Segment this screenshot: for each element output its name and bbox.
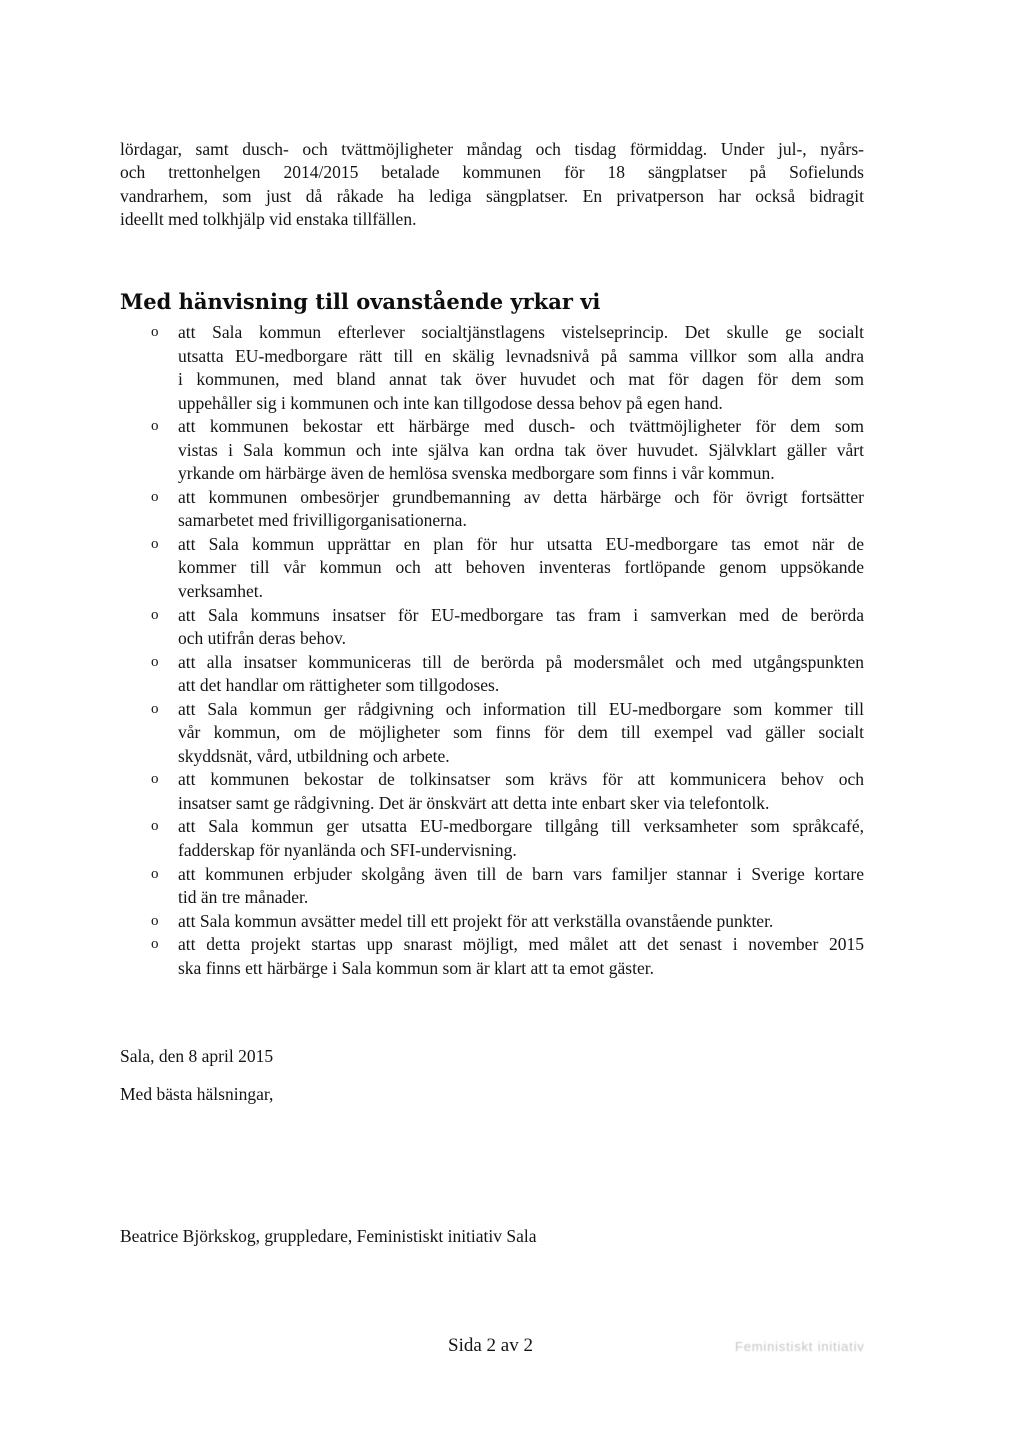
section-heading: Med hänvisning till ovanstående yrkar vi bbox=[120, 289, 601, 314]
demand-item bbox=[150, 815, 864, 862]
signature-line: Beatrice Björkskog, gruppledare, Feministiskt initiativ Sala bbox=[120, 1226, 537, 1246]
demand-text bbox=[178, 910, 864, 934]
demand-line: ska finns ett härbärge i Sala kommun som är klart att ta emot gäster. bbox=[178, 957, 654, 978]
bullet-symbol: o bbox=[151, 700, 159, 717]
demand-line: vår kommun, om de möjligheter som finns för dem till exempel vad gäller socialt bbox=[178, 722, 864, 743]
bullet-symbol: o bbox=[151, 606, 159, 623]
demand-item bbox=[150, 533, 864, 604]
demand-line: vistas i Sala kommun och inte själva kan ordna tak över huvudet. Självklart gäller vårt bbox=[178, 439, 864, 460]
intro-paragraph bbox=[120, 138, 864, 232]
bullet-symbol: o bbox=[151, 324, 159, 340]
demand-line: yrkande om härbärge även de hemlösa svenska medborgare som finns i vår kommun. bbox=[178, 463, 775, 484]
demand-line: kommer till vår kommun och att behoven inventeras fortlöpande genom uppsökande bbox=[178, 557, 864, 578]
demand-item bbox=[150, 321, 864, 415]
demand-line: samarbetet med frivilligorganisationerna. bbox=[178, 510, 467, 531]
demand-item bbox=[150, 768, 864, 815]
demand-item bbox=[150, 933, 864, 980]
demand-line: att detta projekt startas upp snarast möjligt, med målet att det senast i november 2015 bbox=[178, 934, 864, 955]
bullet-symbol: o bbox=[151, 912, 159, 929]
demand-line: uppehåller sig i kommunen och inte kan tillgodose dessa behov på egen hand. bbox=[178, 392, 723, 413]
demand-line: att kommunen bekostar de tolkinsatser som krävs för att kommunicera behov och bbox=[178, 769, 864, 790]
demand-text bbox=[178, 415, 864, 486]
bullet-symbol: o bbox=[151, 936, 159, 953]
demand-text bbox=[178, 815, 864, 862]
demand-line: utsatta EU-medborgare rätt till en skälig levnadsnivå på samma villkor som alla andra bbox=[178, 345, 864, 366]
demand-text bbox=[178, 863, 864, 910]
place-date: Sala, den 8 april 2015 bbox=[120, 1046, 274, 1066]
demand-line: i kommunen, med bland annat tak över huvudet och mat för dagen för dem som bbox=[178, 369, 864, 390]
demand-line: skyddsnät, vård, utbildning och arbete. bbox=[178, 745, 450, 766]
bullet-symbol: o bbox=[151, 488, 159, 505]
demand-line: verksamhet. bbox=[178, 581, 264, 602]
intro-line: ideellt med tolkhjälp vid enstaka tillfällen. bbox=[120, 209, 417, 230]
demand-line: att Sala kommun avsätter medel till ett projekt för att verkställa ovanstående punkter. bbox=[178, 910, 774, 931]
demand-item bbox=[150, 415, 864, 486]
demand-line: att kommunen erbjuder skolgång även till de barn vars familjer stannar i Sverige kortare bbox=[178, 863, 864, 884]
demand-text bbox=[178, 651, 864, 698]
demand-line: att kommunen ombesörjer grundbemanning av detta härbärge och för övrigt fortsätter bbox=[178, 486, 864, 507]
bullet-symbol: o bbox=[151, 771, 159, 788]
demand-text bbox=[178, 533, 864, 604]
bullet-symbol: o bbox=[151, 653, 159, 670]
demand-line: tid än tre månader. bbox=[178, 887, 309, 908]
demand-text bbox=[178, 321, 864, 415]
demand-text bbox=[178, 486, 864, 533]
demand-line: att Sala kommun upprättar en plan för hur utsatta EU-medborgare tas emot när de bbox=[178, 533, 864, 554]
demand-line: att Sala kommun ger rådgivning och information till EU-medborgare som kommer till bbox=[178, 698, 864, 719]
intro-line: lördagar, samt dusch- och tvättmöjligheter måndag och tisdag förmiddag. Under jul-, nyårs- bbox=[120, 139, 864, 159]
demand-line: att Sala kommuns insatser för EU-medborgare tas fram i samverkan med de berörda bbox=[178, 604, 864, 625]
footer-faint-mark: Feministiskt initiativ bbox=[735, 1339, 865, 1354]
demand-text bbox=[178, 698, 864, 769]
demand-line: att kommunen bekostar ett härbärge med dusch- och tvättmöjligheter för dem som bbox=[178, 416, 864, 437]
demand-item bbox=[150, 910, 864, 934]
demand-line: att Sala kommun efterlever socialtjänstlagens vistelseprincip. Det skulle ge socialt bbox=[178, 322, 864, 342]
demand-line: att alla insatser kommuniceras till de berörda på modersmålet och med utgångspunkten bbox=[178, 651, 864, 672]
bullet-symbol: o bbox=[151, 865, 159, 882]
intro-line: vandrarhem, som just då råkade ha lediga sängplatser. En privatperson har också bidragit bbox=[120, 185, 864, 206]
demand-line: och utifrån deras behov. bbox=[178, 628, 346, 649]
demand-item bbox=[150, 698, 864, 769]
demand-text bbox=[178, 933, 864, 980]
demand-line: insatser samt ge rådgivning. Det är önskvärt att detta inte enbart sker via telefontolk. bbox=[178, 792, 770, 813]
demand-item bbox=[150, 863, 864, 910]
demand-item bbox=[150, 651, 864, 698]
intro-line: och trettonhelgen 2014/2015 betalade kommunen för 18 sängplatser på Sofielunds bbox=[120, 162, 864, 183]
demands-list bbox=[150, 321, 864, 980]
bullet-symbol: o bbox=[151, 818, 159, 835]
demand-line: att Sala kommun ger utsatta EU-medborgare tillgång till verksamheter som språkcafé, bbox=[178, 816, 864, 837]
bullet-symbol: o bbox=[151, 418, 159, 435]
demand-text bbox=[178, 604, 864, 651]
demand-item bbox=[150, 604, 864, 651]
greeting: Med bästa hälsningar, bbox=[120, 1084, 274, 1104]
bullet-symbol: o bbox=[151, 535, 159, 552]
demand-item bbox=[150, 486, 864, 533]
demand-line: att det handlar om rättigheter som tillgodoses. bbox=[178, 675, 500, 696]
demand-line: fadderskap för nyanlända och SFI-undervisning. bbox=[178, 840, 517, 861]
page-number: Sida 2 av 2 bbox=[448, 1335, 533, 1356]
demand-text bbox=[178, 768, 864, 815]
